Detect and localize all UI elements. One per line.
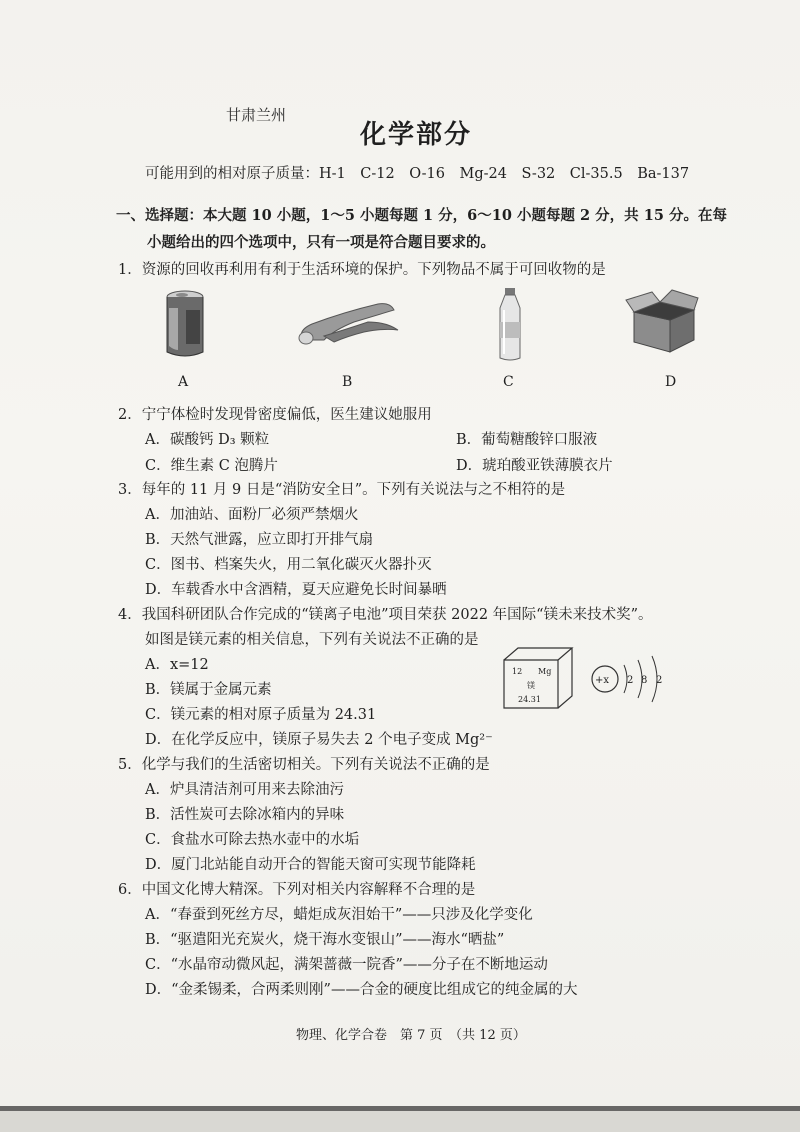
q3-stem: 3．每年的 11 月 9 日是“消防安全日”。下列有关说法与之不相符的是 (118, 482, 566, 498)
q5-stem: 5．化学与我们的生活密切相关。下列有关说法不正确的是 (118, 757, 490, 773)
q4-option-a: A．x=12 (145, 657, 209, 673)
plastic-bottle-image (496, 288, 524, 362)
q4-stem-line1: 4．我国科研团队合作完成的“镁离子电池”项目荣获 2022 年国际“镁未来技术奖”。 (118, 607, 653, 623)
q5-option-b: B．活性炭可去除冰箱内的异味 (145, 807, 345, 823)
q1-option-d-label: D (665, 374, 677, 390)
page-bottom-shadow (0, 1111, 800, 1132)
q2-option-a: A．碳酸钙 D₃ 颗粒 (145, 432, 270, 448)
shell-1-electrons: 2 (627, 675, 634, 686)
section-heading-line2: 小题给出的四个选项中，只有一项是符合题目要求的。 (147, 234, 495, 251)
q3-option-a: A．加油站、面粉厂必须严禁烟火 (145, 507, 359, 523)
nucleus-charge: +x (595, 675, 610, 686)
can-image (160, 288, 210, 360)
q2-option-c: C．维生素 C 泡腾片 (145, 458, 278, 474)
q1-stem: 1．资源的回收再利用有利于生活环境的保护。下列物品不属于可回收物的是 (118, 262, 606, 278)
q6-stem: 6．中国文化博大精深。下列对相关内容解释不合理的是 (118, 882, 476, 898)
q4-option-b: B．镁属于金属元素 (145, 682, 272, 698)
q3-option-d: D．车载香水中含酒精，夏天应避免长时间暴晒 (145, 582, 447, 598)
section-heading-line1: 一、选择题：本大题 10 小题，1～5 小题每题 1 分，6～10 小题每题 2 分，共 15 分。在每 (116, 207, 727, 224)
q6-option-c: C．“水晶帘动微风起，满架蔷薇一院香”——分子在不断地运动 (145, 957, 548, 973)
q5-option-d: D．厦门北站能自动开合的智能天窗可实现节能降耗 (145, 857, 476, 873)
region-tag: 甘肃兰州 (226, 106, 287, 124)
q1-option-b-label: B (342, 374, 353, 390)
q5-option-c: C．食盐水可除去热水壶中的水垢 (145, 832, 360, 848)
q3-option-c: C．图书、档案失火，用二氧化碳灭火器扑灭 (145, 557, 432, 573)
atomic-masses-line: 可能用到的相对原子质量：H-1 C-12 O-16 Mg-24 S-32 Cl-35.5 Ba-137 (145, 166, 690, 182)
q4-option-d: D．在化学反应中，镁原子易失去 2 个电子变成 Mg²⁻ (145, 732, 493, 748)
section-title: 化学部分 (360, 120, 473, 150)
q2-stem: 2．宁宁体检时发现骨密度偏低，医生建议她服用 (118, 407, 432, 423)
atom-structure-diagram (590, 652, 670, 706)
q2-option-b: B．葡萄糖酸锌口服液 (456, 432, 598, 448)
element-symbol: Mg (538, 667, 552, 676)
shell-3-electrons: 2 (656, 675, 663, 686)
banana-peel-image (294, 300, 404, 348)
q6-option-b: B．“驱遣阳光充炭火，烧干海水变银山”——海水“晒盐” (145, 932, 505, 948)
element-mass: 24.31 (518, 695, 541, 704)
q5-option-a: A．炉具清洁剂可用来去除油污 (145, 782, 344, 798)
cardboard-box-image (624, 290, 700, 354)
q4-option-c: C．镁元素的相对原子质量为 24.31 (145, 707, 377, 723)
element-number: 12 (512, 667, 523, 676)
q6-option-a: A．“春蚕到死丝方尽，蜡炬成灰泪始干”——只涉及化学变化 (145, 907, 533, 923)
shell-2-electrons: 8 (641, 675, 648, 686)
q6-option-d: D．“金柔锡柔，合两柔则刚”——合金的硬度比组成它的纯金属的大 (145, 982, 578, 998)
page-footer: 物理、化学合卷 第 7 页 （共 12 页） (296, 1028, 526, 1043)
q2-option-d: D．琥珀酸亚铁薄膜衣片 (456, 458, 613, 474)
q3-option-b: B．天然气泄露，应立即打开排气扇 (145, 532, 374, 548)
element-name: 镁 (527, 681, 535, 690)
q4-stem-line2: 如图是镁元素的相关信息，下列有关说法不正确的是 (145, 632, 479, 648)
q1-option-c-label: C (503, 374, 514, 390)
q1-option-a-label: A (178, 374, 189, 390)
element-card-diagram (502, 646, 574, 710)
